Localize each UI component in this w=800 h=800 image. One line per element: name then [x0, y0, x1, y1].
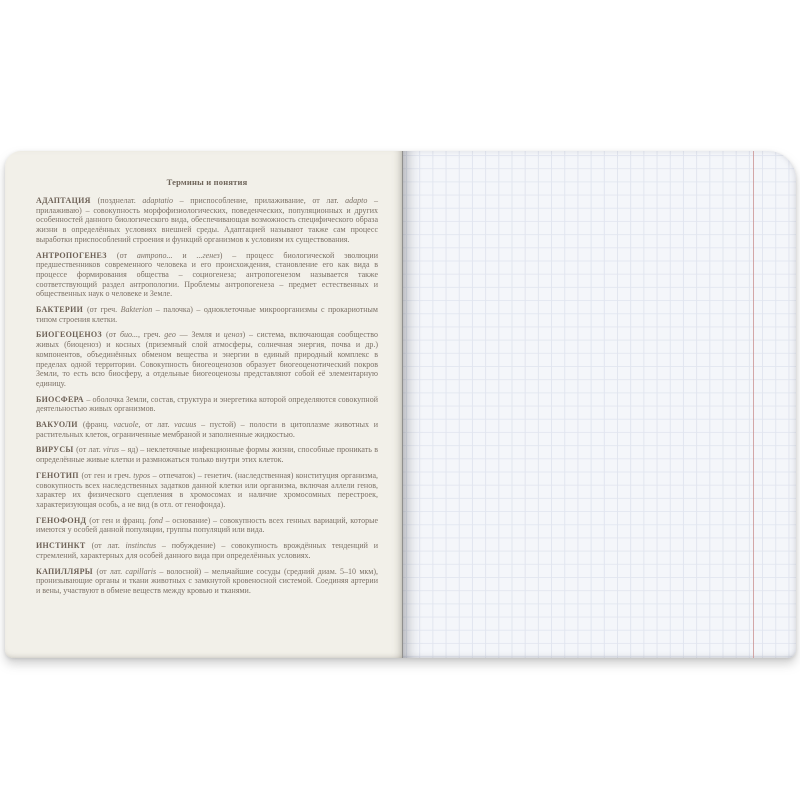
term-label: ИНСТИНКТ — [36, 541, 92, 551]
terms-list — [36, 196, 378, 596]
terms-heading: Термины и понятия — [166, 177, 248, 187]
definition-italic-fragment: typos — [133, 470, 151, 480]
definition-fragment: – волосной) – мельчайшие сосуды (средний диам. 5–10 мкм), пронизывающие органы и ткани животных с замкнутой кровеносной системой. Соединяя артерии и вены, участвуют в обмене веществ между кровью и тканями. — [36, 566, 378, 595]
term-entry — [36, 567, 378, 596]
term-label: ВАКУОЛИ — [36, 420, 83, 430]
definition-fragment: – палочка) – одноклеточные микроорганизмы с прокариотным типом строения клетки. — [36, 305, 378, 324]
definition-italic-fragment: vacuole — [113, 420, 139, 430]
definition-fragment: (от ген и греч. — [81, 470, 134, 480]
term-label: БАКТЕРИИ — [36, 305, 87, 315]
definition-italic-fragment: instinctus — [125, 541, 157, 551]
definition-fragment: — Земля и — [175, 330, 224, 340]
definition-italic-fragment: adapto — [345, 196, 368, 205]
definition-italic-fragment: ...генез — [196, 250, 220, 260]
term-label: ГЕНОФОНД — [36, 515, 90, 525]
definition-italic-fragment: fond — [148, 515, 163, 525]
term-label: БИОСФЕРА — [36, 394, 87, 404]
definition-italic-fragment: virus — [103, 445, 120, 455]
definition-fragment: – основание) – совокупность всех генных вариаций, которые имеются у особей данной популяции, группы популяций или вида. — [36, 515, 379, 535]
term-label: ВИРУСЫ — [36, 445, 77, 455]
definition-italic-fragment: антропо... — [136, 250, 173, 260]
definition-fragment: (от ген и франц. — [89, 515, 149, 525]
definition-fragment: – отпечаток) – генетич. (наследственная) конституция организма, совокупность всех наследственных задатков данной клетки или организма, включая аллели генов, характер их физического сцепления в хромосомах и наличие хромосомных перестроек, характеризующая особь, а не вид (в отл. от генофонда). — [36, 470, 378, 509]
definition-fragment: ) – система, включающая сообщество живых (биоценоз) и косных (приземный слой атмосферы, солнечная энергия, почва и др.) компонентов, объединённых обменом вещества и энергии в единый природный комплекс в пределах одной территории. Совокупность биогеоценозов образует биогеоценотический покров Земли, то есть всю биосферу, а отдельные биогеоценозы представляют собой её элементарную единицу. — [36, 330, 378, 388]
definition-fragment: – яд) – неклеточные инфекционные формы жизни, способные проникать в определённые живые клетки и размножаться только внутри этих клеток. — [36, 445, 378, 465]
definition-fragment: – побуждение) – совокупность врождённых тенденций и стремлений, характерных для особей данного вида при определённых условиях. — [36, 541, 379, 560]
definition-italic-fragment: geo — [164, 330, 176, 340]
definition-italic-fragment: capillaris — [125, 566, 157, 576]
margin-line — [753, 151, 754, 658]
definition-fragment: – пустой) – полости в цитоплазме животных и растительных клеток, ограниченные мембраной и заполненные жидкостью. — [36, 420, 378, 439]
definition-fragment: (от греч. — [86, 305, 121, 315]
definition-fragment: (от лат. — [91, 541, 126, 551]
definition-italic-fragment: ценоз — [223, 330, 243, 340]
definition-fragment: и — [172, 250, 197, 260]
definition-fragment: ) – процесс биологической эволюции предшественников современного человека и его происхождения, становление его как вида в процессе формирования общества – социогенеза; антропогенезом называется также соответствующий раздел антропологии. Проблемы антропогенеза – предмет естественных и общественных наук о человеке и Земле. — [36, 250, 378, 299]
definition-fragment: (позднелат. — [97, 196, 143, 205]
term-entry — [36, 330, 378, 388]
definition-italic-fragment: adaptatio — [142, 196, 173, 205]
definition-fragment: – приспособление, прилаживание, от лат. — [173, 196, 346, 205]
right-page-grid-paper — [402, 151, 796, 658]
terms-text-column — [5, 151, 402, 596]
term-label: КАПИЛЛЯРЫ — [36, 566, 97, 576]
definition-fragment: (от — [116, 250, 137, 260]
term-entry — [36, 395, 378, 414]
definition-fragment: , греч. — [137, 330, 165, 340]
definition-fragment: (от лат. — [96, 566, 126, 576]
term-entry — [36, 471, 378, 510]
definition-italic-fragment: Bakterion — [120, 305, 153, 315]
term-entry — [36, 251, 378, 300]
term-entry — [36, 196, 378, 245]
definition-italic-fragment: vacuus — [174, 420, 197, 430]
term-entry — [36, 445, 378, 464]
term-entry — [36, 420, 378, 439]
term-entry — [36, 305, 378, 324]
definition-fragment: , от лат. — [138, 420, 175, 430]
definition-fragment: (франц. — [82, 420, 114, 430]
notebook-spread — [5, 151, 796, 658]
definition-fragment: (от лат. — [76, 445, 104, 455]
term-label: АДАПТАЦИЯ — [36, 196, 98, 205]
definition-fragment: – прилаживаю) – совокупность морфофизиологических, поведенческих, популяционных и других особенностей данного биологического вида, обеспечивающая возможность специфического образа жизни в определённых условиях внешней среды. Адаптацией называют также сам процесс выработки приспособлений строения и функций организмов к условиям их существования. — [36, 196, 379, 244]
term-label: БИОГЕОЦЕНОЗ — [36, 330, 107, 340]
term-entry — [36, 516, 378, 535]
definition-italic-fragment: био... — [119, 330, 138, 340]
definition-fragment: – оболочка Земли, состав, структура и энергетика которой определяются совокупной деятельностью живых организмов. — [36, 394, 378, 414]
definition-fragment: (от — [106, 330, 120, 340]
term-label: АНТРОПОГЕНЕЗ — [36, 250, 117, 260]
term-label: ГЕНОТИП — [36, 470, 82, 480]
term-entry — [36, 541, 378, 560]
left-page — [5, 151, 402, 658]
